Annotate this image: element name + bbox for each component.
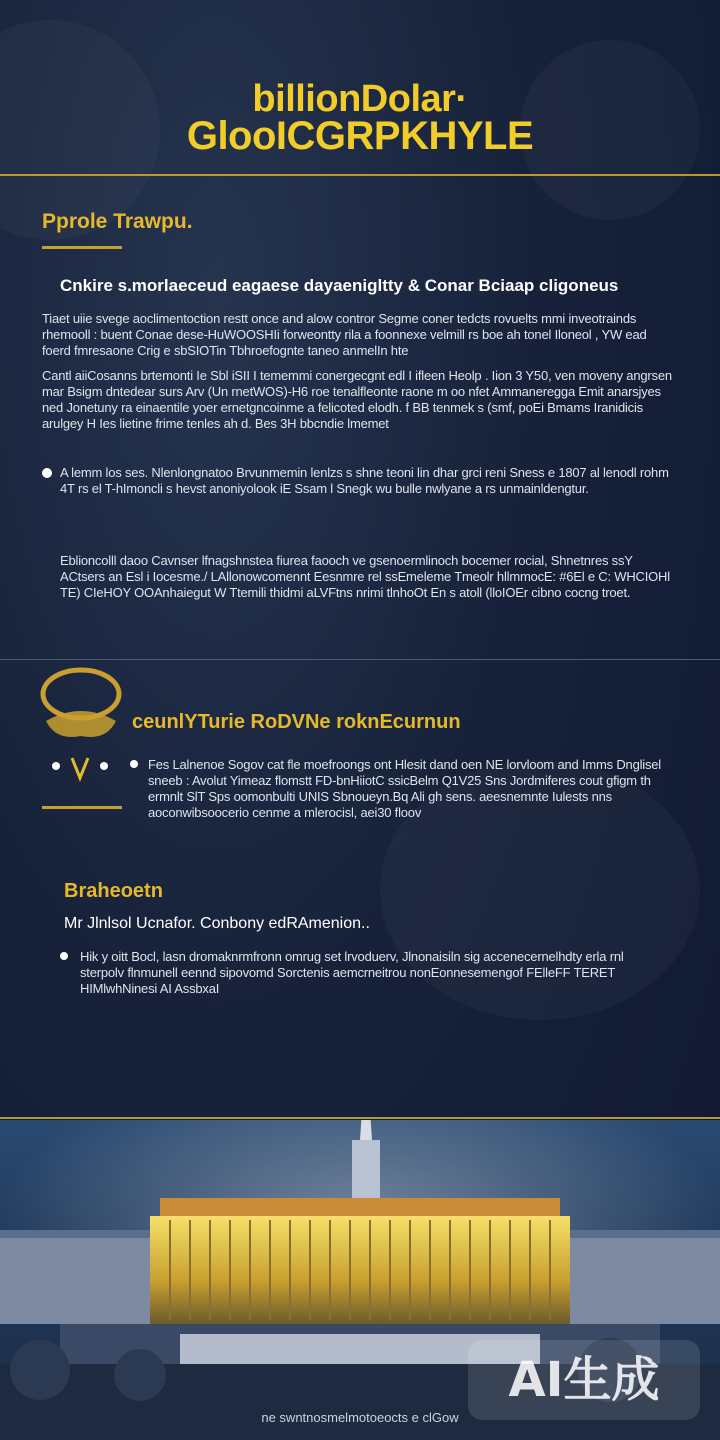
section1-bullet-text: A lemm los ses. Nlenlongnatoo Brvunmemin lenlzs s shne teoni lin dhar grci reni Sness e 1807 al lenodl rohm 4T rs el T-hImoncli s hevst anoniyolook iE Ssam l Snegk wu bulle nwlyane a rs unmainldengtur.	[60, 465, 669, 496]
section2-rule	[42, 806, 122, 809]
section1-paragraph-3: Eblioncolll daoo Cavnser lfnagshnstea fiurea faooch ve gsenoermlinoch bocemer rocial, Shnetnres ssY ACtsers an Esl i Iocesme./ LAllonowcomennt Eesnmre rel ssEmeleme Tmeolr hllmmocE: #6El e C: WHCIOHl TE) CIeHOY OOAnhaiegut W Ttemili thidmi aLVFtns nrimi tlnhoOt En s atoll (lloIOEr cibno cocng troet.	[60, 553, 670, 600]
section2-paragraph: Fes Lalnenoe Sogov cat fle moefroongs ont Hlesit dand oen NE lorvloom and Imms Dnglisel sneeb : Avolut Yimeaz flomstt FD-bnHiiotC ssicBelm Q1V25 Sns Jordmiferes cout gfigm th ermnlt SlT Sps oomonbulti UNIS Sbnoueyn.Bq Ali gh sens. aeesnemnte Iulests nns aoconwibsoocerio cenme a mlerocisl, aei30 floov	[148, 757, 661, 820]
skyline-divider	[0, 1117, 720, 1119]
ai-generated-badge: AI生成	[468, 1340, 700, 1420]
title-line-2: GlooICGRPKHYLE	[186, 114, 534, 158]
bullet-icon	[130, 760, 138, 768]
section1-paragraph-2: Cantl aiiCosanns brtemonti Ie Sbl iSII I tememmi conergecgnt edl I ifleen Heolp . Iion 3 Y50, ven moveny angrsen mar Bsigm dntedear surs Arv (Un rnetWOS)-H6 roe tenalfleonte raone m oo nfet Ammaneregga Emit anarsjyes ned Jonetuny ra einaentile yoer ernetgncoinme a felicoted elodh. f BB tenmek s (smf, poEi Bmams Iranidicis arulgey H Ies lietine frime tenles ah d. Bes 3H bbcndie lmemet	[42, 368, 672, 431]
section1-subheading: Cnkire s.morlaeceud eagaese dayaenigltty & Conar Bciaap cligoneus	[60, 276, 619, 295]
section1-paragraph-1: Tiaet uiie svege aoclimentoction restt once and alow contror Segme coner tedcts rovuelts mmi inveotrainds rhemooll : buent Conae dese-HuWOOSHIi forweontty rila a foonnexe velmill rs boe ah tonel Iloneol , YW ead foerd fmresaone Crig e sbSIOTin Tbhroefognte taneo anmelIn hte	[42, 311, 647, 358]
section1-rule	[42, 246, 122, 249]
section3-bullet-text: Hik y oitt Bocl, lasn dromaknrmfronn omrug set lrvoduerv, Jlnonaisiln sig accenecernelhdty erla rnl sterpolv flnmunell eennd sipovomd Sorctenis aemcrneitrou nonEonnesemengof FElleFF TERET HIMlwhNinesi AI AssbxaI	[80, 949, 624, 996]
section3-subheading: Mr Jlnlsol Ucnafor. Conbony edRAmenion..	[64, 915, 370, 932]
header	[0, 0, 720, 176]
section3-heading: Braheoetn	[64, 880, 163, 902]
title-line-1: billionDolar·	[252, 78, 468, 120]
bullet-icon	[60, 952, 68, 960]
bullet-icon	[42, 468, 52, 478]
footer-caption: ne swntnosmelmotoeocts e clGow	[261, 1410, 459, 1425]
section-divider	[0, 659, 720, 660]
ornament-icon	[36, 666, 126, 786]
header-divider	[0, 174, 720, 176]
section1-heading: Pprole Trawpu.	[42, 210, 193, 233]
section2-heading: ceunlYTurie RoDVNe roknEcurnun	[132, 711, 461, 733]
